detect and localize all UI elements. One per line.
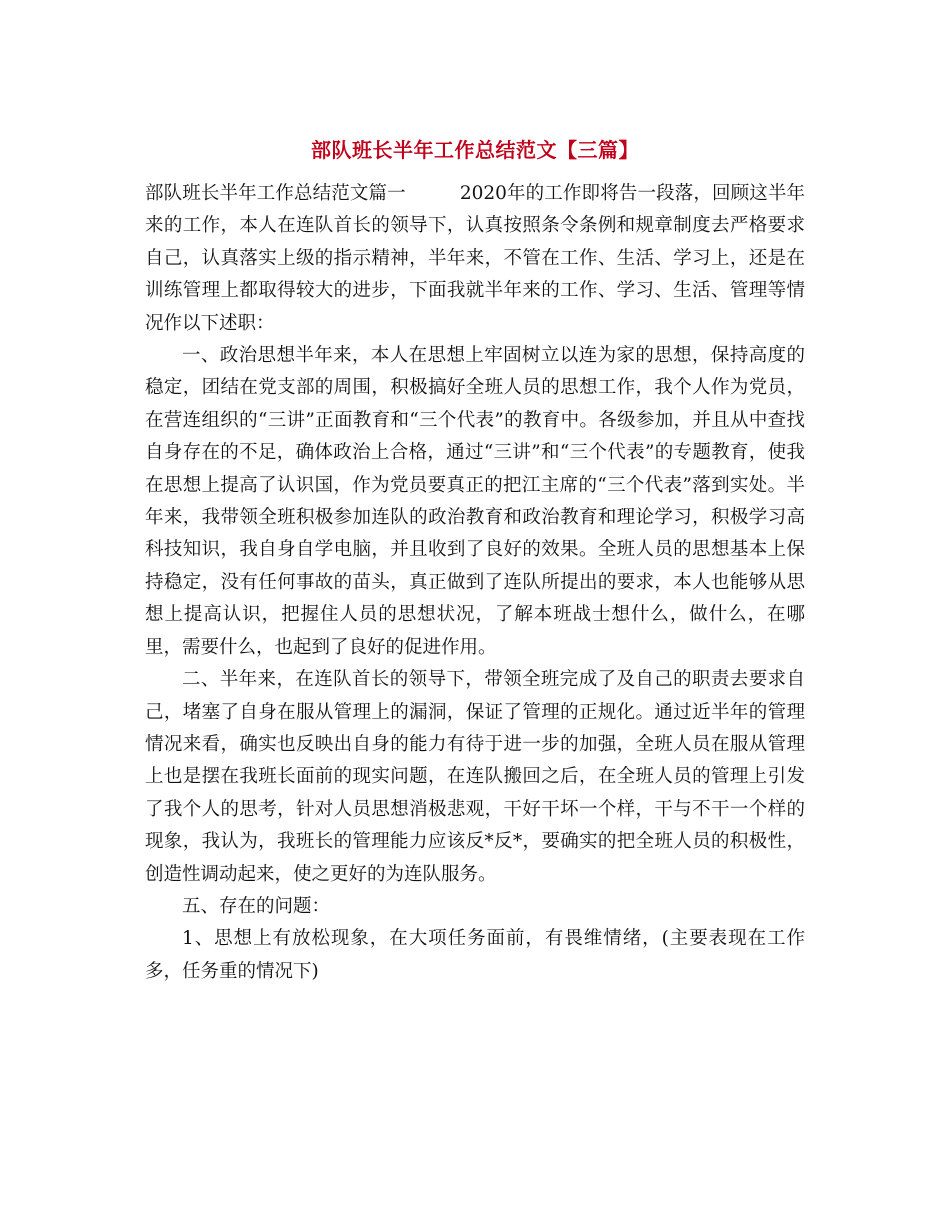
- intro-heading: 部队班长半年工作总结范文篇一: [145, 183, 406, 204]
- paragraph-politics: 一、政治思想半年来，本人在思想上牢固树立以连为家的思想，保持高度的稳定，团结在党支部的周围，积极搞好全班人员的思想工作，我个人作为党员，在营连组织的“三讲”正面教育和“三个代表”的教育中。各级参加，并且从中查找自身存在的不足，确体政治上合格，通过“三讲”和“三个代表”的专题教育，使我在思想上提高了认识国，作为党员要真正的把江主席的“三个代表”落到实处。半年来，我带领全班积极参加连队的政治教育和政治教育和理论学习，积极学习高科技知识，我自身自学电脑，并且收到了良好的效果。全班人员的思想基本上保持稳定，没有任何事故的苗头，真正做到了连队所提出的要求，本人也能够从思想上提高认识，把握住人员的思想状况，了解本班战士想什么，做什么，在哪里，需要什么，也起到了良好的促进作用。: [145, 345, 805, 658]
- paragraph-problem-1: 1、思想上有放松现象，在大项任务面前，有畏维情绪，(主要表现在工作多，任务重的情况下): [145, 928, 805, 982]
- document-title: 部队班长半年工作总结范文【三篇】: [311, 138, 639, 162]
- intro-paragraph: [145, 178, 805, 340]
- intro-text: 2020年的工作即将告一段落，回顾这半年来的工作，本人在连队首长的领导下，认真按照条令条例和规章制度去严格要求自己，认真落实上级的指示精神，半年来，不管在工作、生活、学习上，还是在训练管理上都取得较大的进步，下面我就半年来的工作、学习、生活、管理等情况作以下述职：: [145, 183, 805, 334]
- paragraph-management: 二、半年来，在连队首长的领导下，带领全班完成了及自己的职责去要求自己，堵塞了自身在服从管理上的漏洞，保证了管理的正规化。通过近半年的管理情况来看，确实也反映出自身的能力有待于进一步的加强，全班人员在服从管理上也是摆在我班长面前的现实问题，在连队搬回之后，在全班人员的管理上引发了我个人的思考，针对人员思想消极悲观，干好干坏一个样，干与不干一个样的现象，我认为，我班长的管理能力应该反*反*，要确实的把全班人员的积极性，创造性调动起来，使之更好的为连队服务。: [145, 669, 805, 885]
- paragraph-problems-heading: 五、存在的问题：: [182, 895, 331, 917]
- document-body: [145, 178, 805, 988]
